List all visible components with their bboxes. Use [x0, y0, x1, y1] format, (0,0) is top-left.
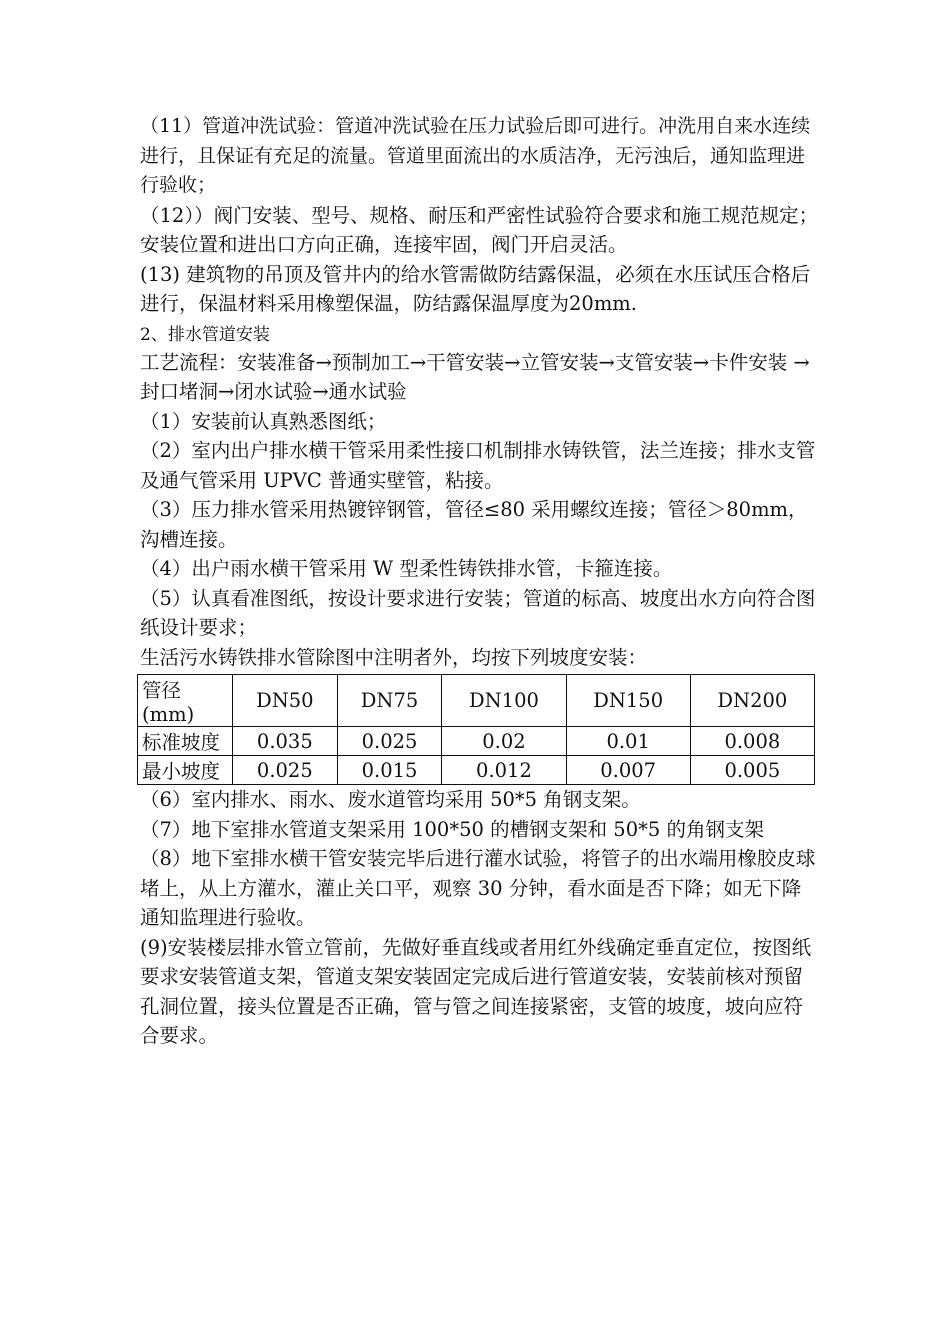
- paragraph-process-flow: 工艺流程：安装准备→预制加工→干管安装→立管安装→支管安装→卡件安装 →封口堵洞→闭水试验→通水试验: [140, 350, 810, 403]
- section-heading-drainage: 2、排水管道安装: [140, 324, 270, 345]
- paragraph-item-2: （2）室内出户排水横干管采用柔性接口机制排水铸铁管，法兰连接；排水支管及通气管采用 UPVC 普通实壁管，粘接。: [140, 439, 816, 492]
- table-cell: 0.035: [233, 727, 338, 756]
- paragraph-valve-installation: （12））阀门安装、型号、规格、耐压和严密性试验符合要求和施工规范规定；安装位置和进出口方向正确，连接牢固，阀门开启灵活。: [140, 203, 819, 256]
- paragraph-insulation: (13) 建筑物的吊顶及管井内的给水管需做防结露保温，必须在水压试压合格后进行，保温材料采用橡塑保温，防结露保温厚度为20mm.: [140, 262, 811, 315]
- table-header-cell: DN50: [233, 675, 338, 727]
- table-cell: 0.015: [337, 756, 442, 785]
- paragraph-item-3: （3）压力排水管采用热镀锌钢管，管径≤80 采用螺纹连接；管径＞80mm，沟槽连接。: [140, 498, 808, 551]
- table-header-cell: 管径(mm): [138, 675, 233, 727]
- table-header-row: [138, 675, 815, 727]
- paragraph-pipe-flushing: （11）管道冲洗试验：管道冲洗试验在压力试验后即可进行。冲洗用自来水连续进行，且保证有充足的流量。管道里面流出的水质洁净，无污浊后，通知监理进行验收；: [140, 115, 811, 196]
- document-page: [140, 112, 820, 1051]
- table-row: [138, 756, 815, 785]
- table-cell: 标准坡度: [138, 727, 233, 756]
- paragraph-item-5: （5）认真看准图纸，按设计要求进行安装；管道的标高、坡度出水方向符合图纸设计要求；: [140, 586, 816, 639]
- paragraph-item-4: （4）出户雨水横干管采用 W 型柔性铸铁排水管，卡箍连接。: [140, 557, 673, 580]
- table-cell: 0.02: [442, 727, 566, 756]
- table-cell: 最小坡度: [138, 756, 233, 785]
- table-cell: 0.025: [337, 727, 442, 756]
- paragraph-slope-intro: 生活污水铸铁排水管除图中注明者外，均按下列坡度安装：: [140, 645, 648, 669]
- paragraph-item-7: （7）地下室排水管道支架采用 100*50 的槽钢支架和 50*5 的角钢支架: [140, 817, 764, 841]
- table-cell: 0.01: [566, 727, 690, 756]
- table-header-cell: DN100: [442, 675, 566, 727]
- paragraph-item-8: （8）地下室排水横干管安装完毕后进行灌水试验，将管子的出水端用橡胶皮球堵上，从上方灌水，灌止关口平，观察 30 分钟，看水面是否下降；如无下降通知监理进行验收。: [140, 847, 816, 929]
- table-header-cell: DN150: [566, 675, 690, 727]
- table-header-cell: DN75: [337, 675, 442, 727]
- paragraph-item-6: （6）室内排水、雨水、废水道管均采用 50*5 角钢支架。: [140, 788, 641, 811]
- table-cell: 0.012: [442, 756, 566, 785]
- table-cell: 0.007: [566, 756, 690, 785]
- paragraph-item-1: （1）安装前认真熟悉图纸；: [140, 409, 387, 433]
- slope-table: [137, 674, 815, 785]
- table-row: [138, 727, 815, 756]
- table-cell: 0.005: [690, 756, 814, 785]
- table-header-cell: DN200: [690, 675, 814, 727]
- table-cell: 0.008: [690, 727, 814, 756]
- table-cell: 0.025: [233, 756, 338, 785]
- paragraph-item-9: (9)安装楼层排水管立管前，先做好垂直线或者用红外线确定垂直定位，按图纸要求安装管道支架，管道支架安装固定完成后进行管道安装，安装前核对预留孔洞位置，接头位置是否正确，管与管之间连接紧密，支管的坡度，坡向应符合要求。: [140, 935, 812, 1047]
